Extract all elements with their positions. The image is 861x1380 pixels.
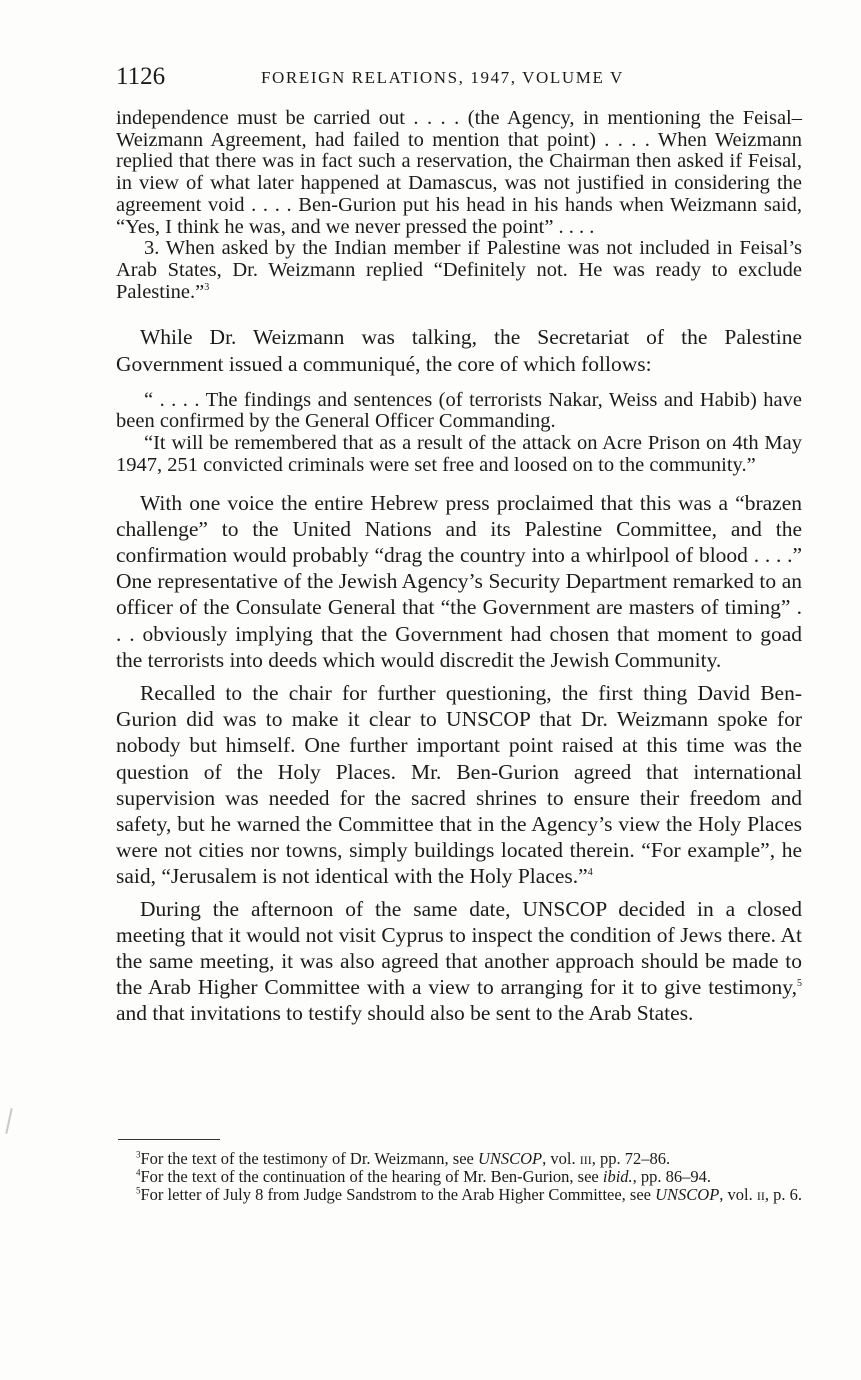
page-header <box>116 62 802 92</box>
quoted-passage: “ . . . . The findings and sentences (of terrorists Nakar, Weiss and Habib) have been confirmed by the General Officer Commanding. <box>116 388 802 433</box>
footnotes <box>116 1150 802 1203</box>
footnote-reference[interactable]: 5 <box>797 978 802 990</box>
footnote-divider <box>118 1139 220 1140</box>
body-text <box>116 108 802 1027</box>
page-number: 1126 <box>116 63 166 90</box>
scan-mark <box>5 1108 12 1134</box>
paragraph: Recalled to the chair for further questioning, the first thing David Ben-Gurion did was to make it clear to UNSCOP that Dr. Weizmann spoke for nobody but himself. One further important point raised at this time was the question of the Holy Places. Mr. Ben-Gurion agreed that international supervision was needed for the sacred shrines to ensure their freedom and safety, but he warned the Committee that in the Agency’s view the Holy Places were not cities nor towns, simply buildings located therein. “For example”, he said, “Jerusalem is not identical with the Holy Places.”$^4$ <box>116 680 802 889</box>
paragraph: With one voice the entire Hebrew press proclaimed that this was a “brazen challenge” to the United Nations and its Palestine Committee, and the confirmation would probably “drag the country into a whirlpool of blood . . . .” One representative of the Jewish Agency’s Security Department remarked to an officer of the Consulate General that “the Government are masters of timing” . . . obviously implying that the Government had chosen that moment to goad the terrorists into deeds which would discredit the Jewish Community. <box>116 490 802 672</box>
footnote: $^5$For letter of July 8 from Judge Sandstrom to the Arab Higher Committee, see UNSCOP, vol. ii, p. 6. <box>136 1184 803 1204</box>
footnote: $^3$For the text of the testimony of Dr. Weizmann, see UNSCOP, vol. iii, pp. 72–86. <box>136 1149 671 1168</box>
quoted-passage: “It will be remembered that as a result of the attack on Acre Prison on 4th May 1947, 251 convicted criminals were set free and loosed on to the community.” <box>116 432 802 476</box>
paragraph: During the afternoon of the same date, UNSCOP decided in a closed meeting that it would not visit Cyprus to inspect the condition of Jews there. At the same meeting, it was also agreed that another approach should be made to the Arab Higher Committee with a view to arranging for it to give testimony,$^5$ and that invitations to testify should also be sent to the Arab States. <box>116 896 802 1026</box>
quoted-passage: independence must be carried out . . . . (the Agency, in mentioning the Feisal–Weizmann Agreement, had failed to mention that point) . . . . When Weizmann replied that there was in fact such a reservation, the Chairman then asked if Feisal, in view of what later happened at Damascus, was not justified in considering the agreement void . . . . Ben-Gurion put his head in his hands when Weizmann said, “Yes, I think he was, and we never pressed the point” . . . . <box>116 107 802 238</box>
footnote-reference[interactable]: 4 <box>587 867 593 879</box>
paragraph: While Dr. Weizmann was talking, the Secretariat of the Palestine Government issued a communiqué, the core of which follows: <box>116 325 802 376</box>
quoted-passage: 3. When asked by the Indian member if Palestine was not included in Feisal’s Arab States, Dr. Weizmann replied “Definitely not. He was ready to exclude Palestine.”$^3$ <box>116 237 802 303</box>
footnote-reference[interactable]: 3 <box>204 281 210 293</box>
footnote: $^4$For the text of the continuation of the hearing of Mr. Ben-Gurion, see ibid., pp. 86–94. <box>136 1166 712 1186</box>
running-title: FOREIGN RELATIONS, 1947, VOLUME V <box>261 68 624 87</box>
